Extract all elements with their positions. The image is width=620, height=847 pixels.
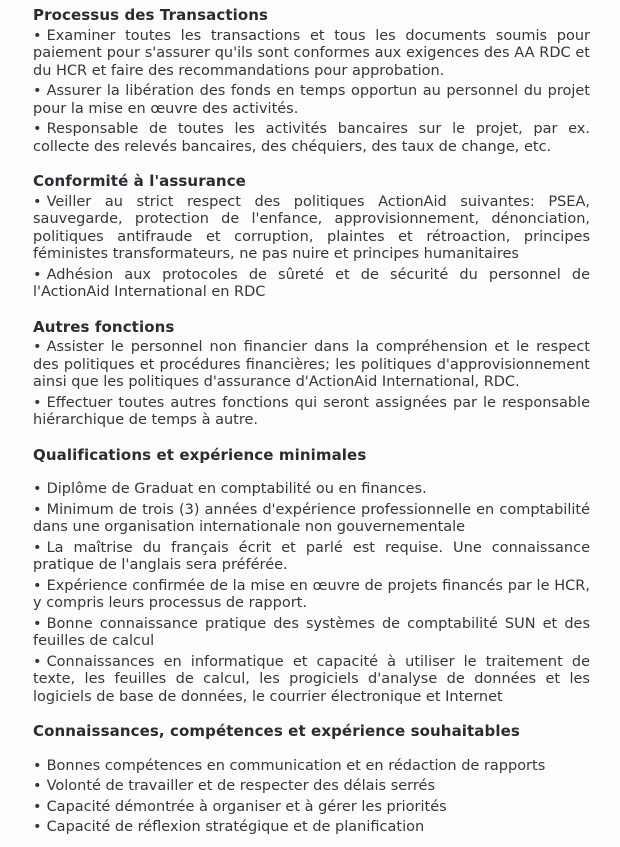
bullet-marker: • [33, 778, 42, 794]
bullet-item [33, 267, 590, 302]
bullet-item [33, 339, 590, 392]
bullet-item [33, 819, 590, 837]
bullet-list [33, 758, 590, 837]
section-heading: Qualifications et expérience minimales [33, 445, 367, 464]
bullet-text: Veiller au strict respect des politiques ActionAid suivantes: PSEA, sauvegarde, protection de l'enfance, approvisionnement, dénonciation, politiques antifraude et corruption, plaintes et rétroaction, principes féministes transformateurs, ne pas nuire et principes humanitaires [33, 193, 590, 262]
bullet-text: Expérience confirmée de la mise en œuvre de projets financés par le HCR, y compris leurs processus de rapport. [33, 577, 590, 611]
section-heading: Processus des Transactions [33, 6, 269, 24]
bullet-item [33, 83, 590, 118]
bullet-item [33, 481, 590, 499]
bullet-marker: • [33, 819, 42, 835]
bullet-marker: • [33, 121, 42, 137]
bullet-item [33, 395, 590, 430]
bullet-marker: • [33, 481, 42, 497]
bullet-marker: • [33, 757, 42, 774]
bullet-text: Capacité démontrée à organiser et à gérer les priorités [46, 798, 447, 815]
bullet-item [33, 758, 590, 776]
bullet-text: Assister le personnel non financier dans la compréhension et le respect des politiques et procédures financières; les politiques d'approvisionnement ainsi que les politiques d'assurance d'ActionAid International, RDC. [33, 339, 590, 390]
bullet-text: Responsable de toutes les activités bancaires sur le projet, par ex. collecte des relevés bancaires, des chéquiers, des taux de change, etc. [33, 121, 590, 155]
bullet-marker: • [33, 193, 42, 210]
bullet-item [33, 654, 590, 707]
bullet-marker: • [33, 798, 42, 815]
bullet-item [33, 194, 590, 264]
section-autres-fonctions [33, 319, 590, 430]
section-heading: Conformité à l'assurance [33, 172, 246, 190]
bullet-text: Connaissances en informatique et capacité à utiliser le traitement de texte, les feuilles de calcul, les progiciels d'analyse de données et les logiciels de base de données, le courrier électronique et Internet [33, 653, 590, 705]
bullet-list [33, 481, 590, 706]
bullet-text: Capacité de réflexion stratégique et de planification [46, 819, 425, 835]
section-heading: Autres fonctions [33, 317, 175, 336]
bullet-item [33, 502, 590, 537]
bullet-text: Effectuer toutes autres fonctions qui seront assignées par le responsable hiérarchique de temps à autre. [33, 394, 590, 428]
bullet-item [33, 28, 590, 81]
bullet-item [33, 540, 590, 575]
bullet-list [33, 28, 590, 157]
bullet-marker: • [33, 615, 42, 632]
section-qualifications-experience [33, 447, 590, 707]
bullet-marker: • [33, 501, 42, 518]
bullet-item [33, 799, 590, 817]
bullet-item [33, 578, 590, 613]
bullet-marker: • [33, 394, 42, 411]
bullet-text: Minimum de trois (3) années d'expérience professionnelle en comptabilité dans une organisation internationale non gouvernementale [33, 501, 590, 535]
bullet-text: Diplôme de Graduat en comptabilité ou en finances. [46, 481, 427, 497]
bullet-text: Adhésion aux protocoles de sûreté et de sécurité du personnel de l'ActionAid International en RDC [33, 266, 590, 300]
bullet-marker: • [33, 577, 42, 594]
bullet-text: Examiner toutes les transactions et tous les documents soumis pour paiement pour s'assurer qu'ils sont conformes aux exigences des AA RDC et du HCR et faire des recommandations pour approbation. [33, 27, 590, 79]
bullet-marker: • [33, 653, 42, 670]
bullet-list [33, 339, 590, 430]
bullet-text: Bonne connaissance pratique des systèmes de comptabilité SUN et des feuilles de calcul [33, 615, 590, 649]
section-connaissances-competences [33, 723, 590, 837]
bullet-marker: • [33, 339, 42, 355]
bullet-item [33, 121, 590, 156]
bullet-item [33, 778, 590, 796]
bullet-marker: • [33, 266, 42, 283]
section-conformite-assurance [33, 173, 590, 302]
bullet-marker: • [33, 27, 42, 44]
bullet-text: Bonnes compétences en communication et en rédaction de rapports [46, 757, 546, 774]
section-heading: Connaissances, compétences et expérience souhaitables [33, 722, 520, 740]
section-processus-transactions [33, 7, 590, 156]
bullet-marker: • [33, 83, 42, 99]
bullet-marker: • [33, 539, 42, 556]
bullet-text: Volonté de travailler et de respecter des délais serrés [46, 778, 436, 794]
bullet-text: Assurer la libération des fonds en temps opportun au personnel du projet pour la mise en œuvre des activités. [33, 83, 590, 117]
bullet-list [33, 194, 590, 302]
bullet-text: La maîtrise du français écrit et parlé est requise. Une connaissance pratique de l'anglais sera préférée. [33, 539, 590, 573]
bullet-item [33, 616, 590, 651]
